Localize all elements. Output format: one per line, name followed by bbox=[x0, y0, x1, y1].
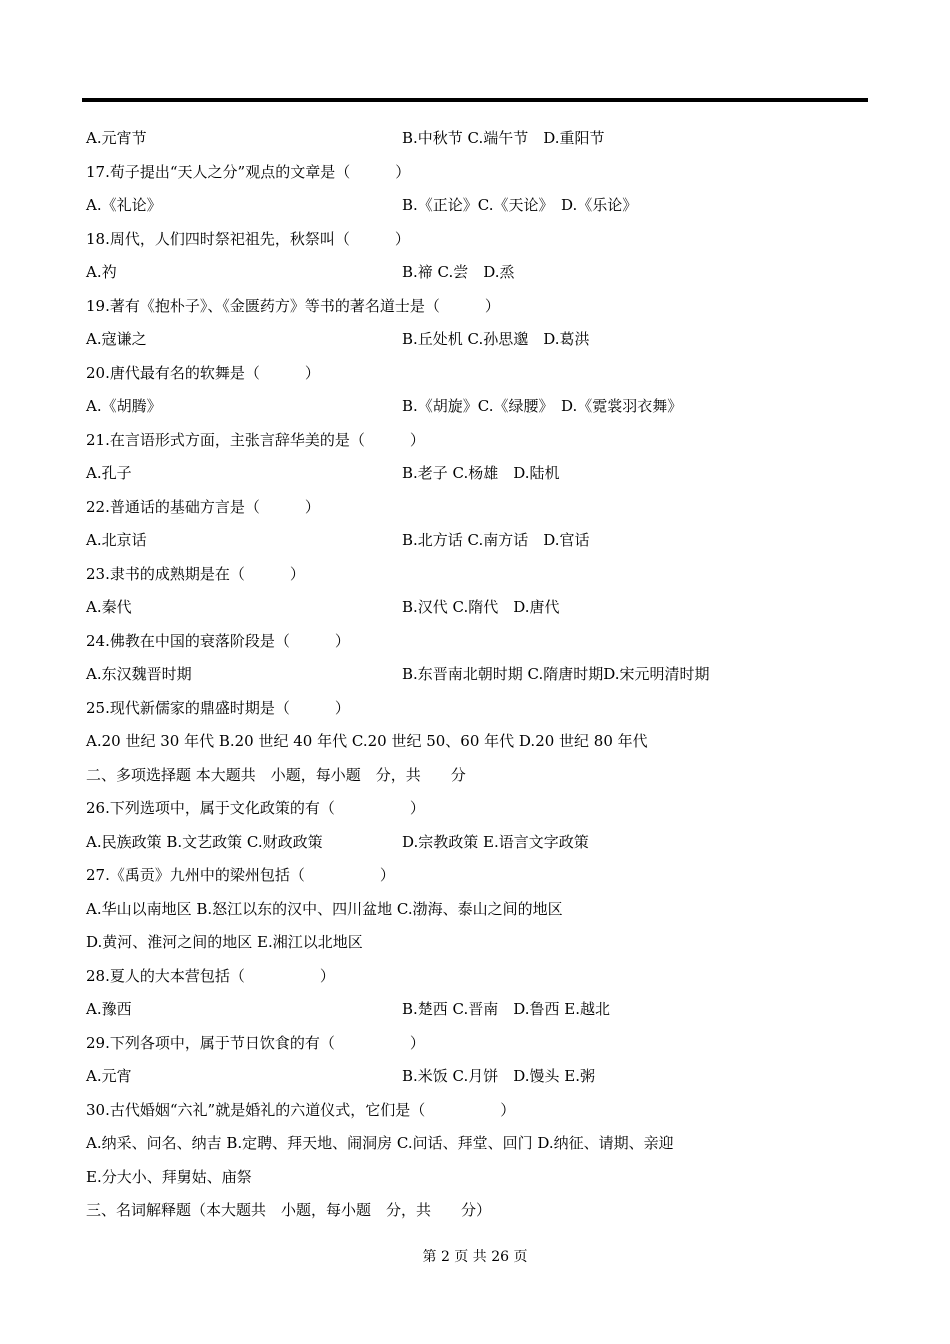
option-rest: B.汉代 C.隋代 D.唐代 bbox=[402, 598, 560, 616]
text-line bbox=[86, 926, 876, 960]
option-row bbox=[86, 256, 876, 290]
text-line bbox=[86, 357, 876, 391]
option-rest: B.北方话 C.南方话 D.官话 bbox=[402, 531, 590, 549]
text-line bbox=[86, 223, 876, 257]
option-rest: B.《正论》C.《天论》 D.《乐论》 bbox=[402, 196, 638, 214]
line-text: 20.唐代最有名的软舞是（ ） bbox=[86, 363, 320, 382]
text-line bbox=[86, 692, 876, 726]
option-row bbox=[86, 524, 876, 558]
option-row bbox=[86, 826, 876, 860]
line-text: 26.下列选项中，属于文化政策的有（ ） bbox=[86, 799, 425, 817]
option-a: A.民族政策 B.文艺政策 C.财政政策 bbox=[86, 832, 323, 851]
option-row bbox=[86, 658, 876, 692]
option-a: A.元宵节 bbox=[86, 129, 147, 147]
option-a: A.《礼论》 bbox=[86, 196, 162, 214]
option-a: A.寇谦之 bbox=[86, 330, 147, 348]
text-line bbox=[86, 759, 876, 793]
line-text: 二、多项选择题 本大题共 小题，每小题 分，共 分 bbox=[86, 765, 466, 784]
page-footer: 第 2 页 共 26 页 bbox=[422, 1249, 528, 1265]
line-text: 30.古代婚姻“六礼”就是婚礼的六道仪式，它们是（ ） bbox=[86, 1100, 516, 1119]
text-line bbox=[86, 893, 876, 927]
option-a: A.秦代 bbox=[86, 598, 132, 616]
option-rest: B.楚西 C.晋南 D.鲁西 E.越北 bbox=[402, 1000, 611, 1018]
line-text: 29.下列各项中，属于节日饮食的有（ ） bbox=[86, 1033, 425, 1052]
option-rest: B.禘 C.尝 D.烝 bbox=[402, 263, 515, 281]
text-line bbox=[86, 290, 876, 324]
line-text: 21.在言语形式方面，主张言辞华美的是（ ） bbox=[86, 430, 425, 449]
text-line bbox=[86, 725, 876, 759]
option-rest: B.东晋南北朝时期 C.隋唐时期D.宋元明清时期 bbox=[402, 665, 710, 683]
option-a: A.豫西 bbox=[86, 1000, 132, 1018]
option-row bbox=[86, 591, 876, 625]
option-a: A.《胡腾》 bbox=[86, 397, 162, 415]
text-line bbox=[86, 1161, 876, 1195]
line-text: A.纳采、问名、纳吉 B.定聘、拜天地、闹洞房 C.问话、拜堂、回门 D.纳征、请期、亲迎 bbox=[86, 1134, 674, 1152]
line-text: 19.著有《抱朴子》、《金匮药方》等书的著名道士是（ ） bbox=[86, 296, 500, 315]
option-row bbox=[86, 457, 876, 491]
line-text: 28.夏人的大本营包括（ ） bbox=[86, 966, 335, 985]
line-text: 27.《禹贡》九州中的梁州包括（ ） bbox=[86, 866, 395, 884]
option-rest: D.宗教政策 E.语言文字政策 bbox=[402, 832, 589, 851]
line-text: A.华山以南地区 B.怒江以东的汉中、四川盆地 C.渤海、泰山之间的地区 bbox=[86, 899, 563, 918]
option-a: A.元宵 bbox=[86, 1067, 132, 1085]
line-text: 25.现代新儒家的鼎盛时期是（ ） bbox=[86, 698, 350, 717]
line-text: 22.普通话的基础方言是（ ） bbox=[86, 497, 320, 516]
text-line bbox=[86, 491, 876, 525]
exam-content bbox=[86, 122, 876, 1228]
line-text: D.黄河、淮河之间的地区 E.湘江以北地区 bbox=[86, 933, 363, 951]
text-line bbox=[86, 1127, 876, 1161]
option-a: A.北京话 bbox=[86, 531, 147, 549]
line-text: 17.荀子提出“天人之分”观点的文章是（ ） bbox=[86, 162, 411, 181]
text-line bbox=[86, 1094, 876, 1128]
option-row bbox=[86, 122, 876, 156]
option-row bbox=[86, 189, 876, 223]
header-rule bbox=[82, 98, 868, 102]
option-rest: B.《胡旋》C.《绿腰》 D.《霓裳羽衣舞》 bbox=[402, 397, 683, 415]
line-text: 18.周代，人们四时祭祀祖先，秋祭叫（ ） bbox=[86, 229, 410, 248]
line-text: 三、名词解释题（本大题共 小题，每小题 分，共 分） bbox=[86, 1201, 492, 1219]
option-a: A.孔子 bbox=[86, 464, 132, 482]
text-line bbox=[86, 859, 876, 893]
line-text: E.分大小、拜舅姑、庙祭 bbox=[86, 1167, 252, 1186]
text-line bbox=[86, 558, 876, 592]
line-text: 24.佛教在中国的衰落阶段是（ ） bbox=[86, 631, 350, 650]
option-rest: B.丘处机 C.孙思邈 D.葛洪 bbox=[402, 330, 590, 348]
text-line bbox=[86, 792, 876, 826]
option-a: A.礿 bbox=[86, 263, 117, 281]
text-line bbox=[86, 960, 876, 994]
option-rest: B.中秋节 C.端午节 D.重阳节 bbox=[402, 129, 605, 147]
line-text: 23.隶书的成熟期是在（ ） bbox=[86, 564, 305, 583]
text-line bbox=[86, 1194, 876, 1228]
text-line bbox=[86, 625, 876, 659]
option-rest: B.老子 C.杨雄 D.陆机 bbox=[402, 464, 560, 482]
text-line bbox=[86, 424, 876, 458]
line-text: A.20 世纪 30 年代 B.20 世纪 40 年代 C.20 世纪 50、60 年代 D.20 世纪 80 年代 bbox=[86, 732, 648, 750]
option-row bbox=[86, 993, 876, 1027]
option-row bbox=[86, 323, 876, 357]
option-rest: B.米饭 C.月饼 D.馒头 E.粥 bbox=[402, 1067, 596, 1085]
option-row bbox=[86, 1060, 876, 1094]
text-line bbox=[86, 156, 876, 190]
option-a: A.东汉魏晋时期 bbox=[86, 665, 192, 683]
text-line bbox=[86, 1027, 876, 1061]
option-row bbox=[86, 390, 876, 424]
